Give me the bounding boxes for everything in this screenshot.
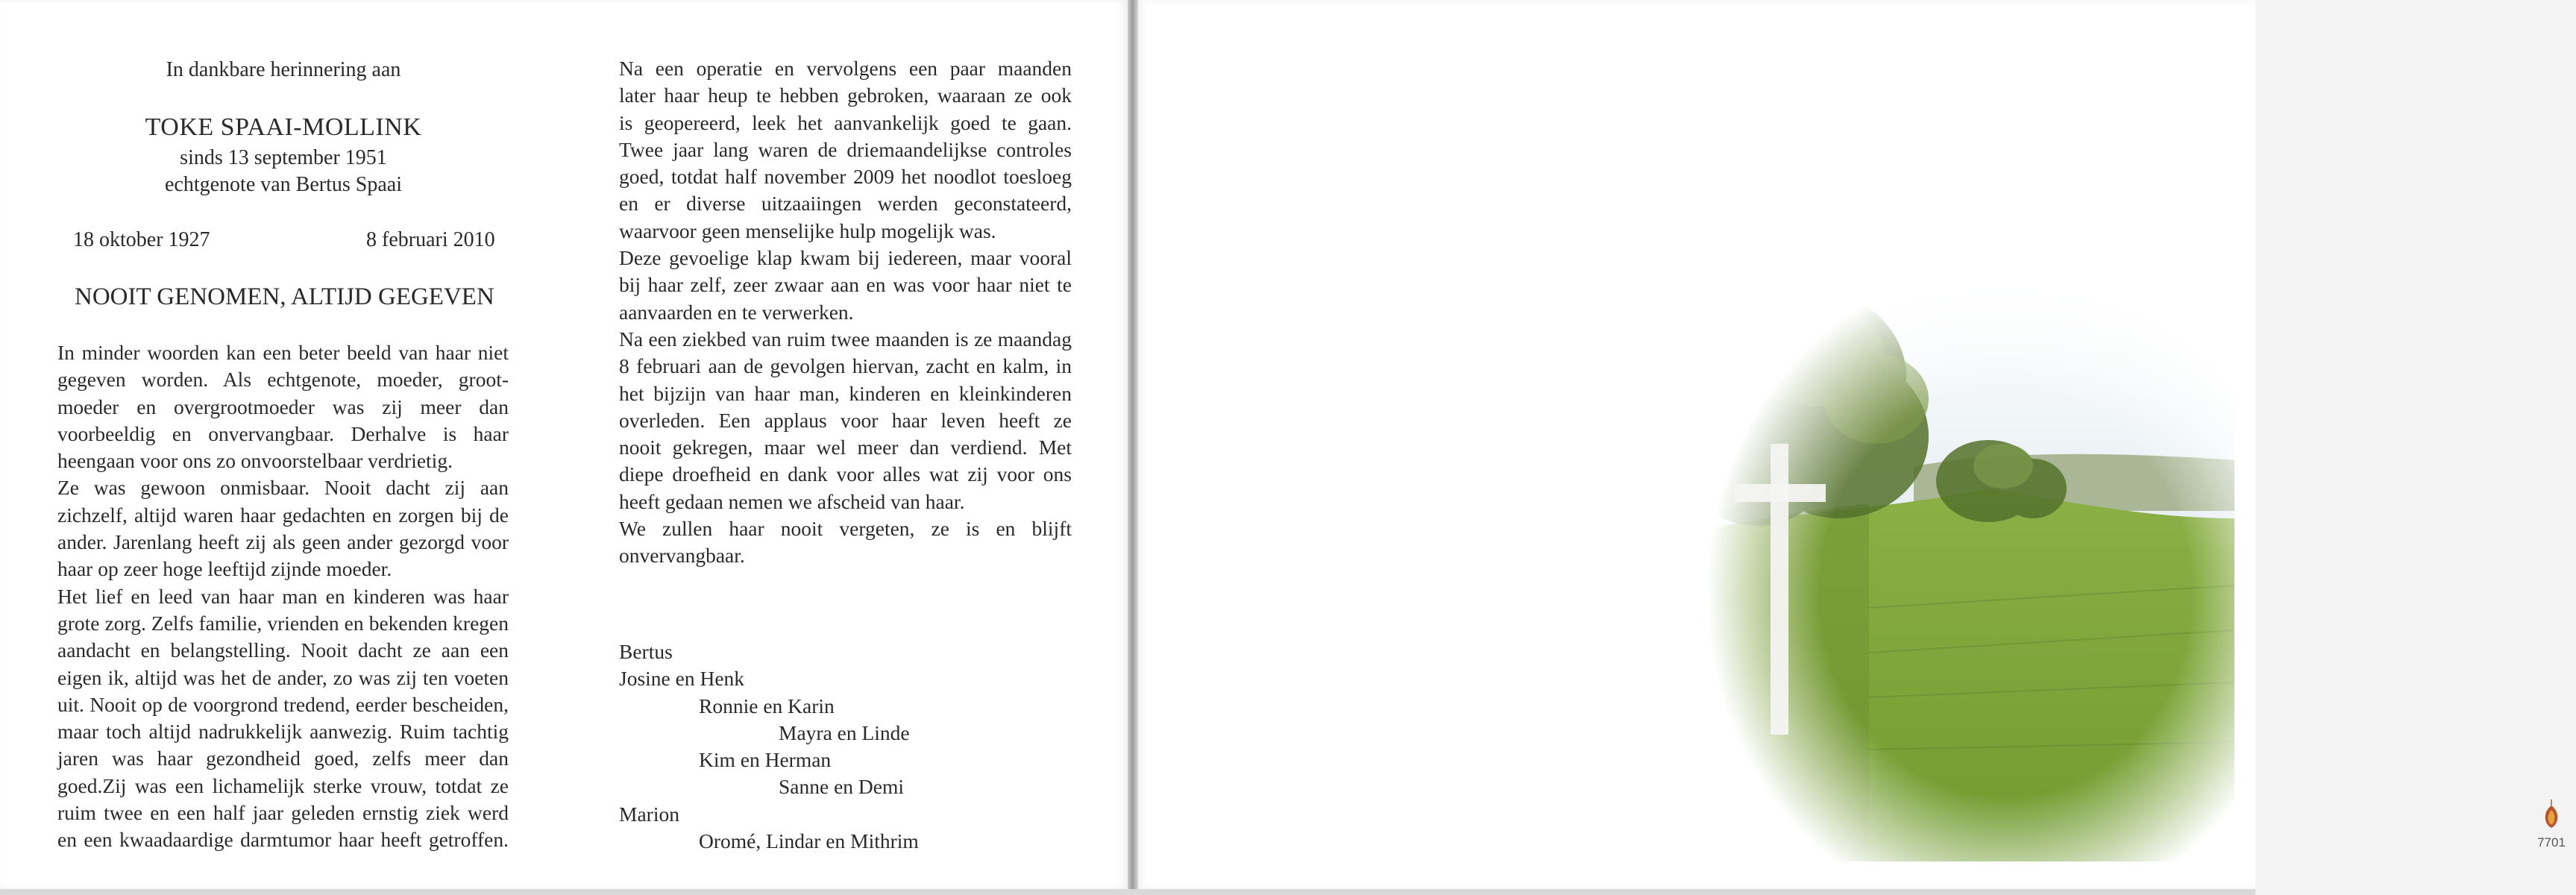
text-line: haar op zeer hoge leeftijd zijnde moeder. [57, 557, 392, 581]
text-line: eigen ik, altijd was het de ander, zo was zij ten voeten [57, 665, 509, 689]
text-line: We zullen haar nooit vergeten, ze is en blijft [619, 517, 1072, 541]
text-line: Twee jaar lang waren de driemaandelijkse controles [619, 137, 1072, 161]
memorial-text-right [619, 55, 1072, 570]
text-line: aanvaarden en te verwerken. [619, 300, 854, 324]
print-code: 7701 [2537, 835, 2566, 850]
text-line: overleden. Een applaus voor haar leven heeft ze [619, 408, 1072, 432]
text-line: ruim twee en een half jaar geleden ernstig ziek werd [57, 801, 509, 825]
text-line: nooit gekregen, maar wel meer dan verdiend. Met [619, 436, 1072, 459]
text-line: later haar heup te hebben gebroken, waaraan ze ook [619, 84, 1072, 107]
family-member: Marion [619, 802, 679, 826]
family-member: Mayra en Linde [779, 720, 910, 744]
text-line: maar toch altijd nadrukkelijk aanwezig. Ruim tachtig [57, 720, 509, 744]
family-member: Oromé, Lindar en Mithrim [699, 829, 919, 853]
family-member: Bertus [619, 640, 673, 663]
text-line: Deze gevoelige klap kwam bij iedereen, maar vooral [619, 246, 1072, 270]
text-line: grote zorg. Zelfs familie, vrienden en bekenden kregen [57, 611, 509, 635]
text-line: 8 februari aan de gevolgen hiervan, zacht en kalm, in [619, 354, 1072, 378]
text-line: en een kwaadaardige darmtumor haar heeft getroffen. [57, 828, 509, 852]
text-line: heengaan voor ons zo onvoorstelbaar verdrietig. [57, 449, 453, 473]
card-bottom-edge [0, 889, 2255, 895]
death-date: 8 februari 2010 [366, 228, 495, 251]
text-line: waarvoor geen menselijke hulp mogelijk was. [619, 219, 996, 242]
text-line: onvervangbaar. [619, 544, 745, 568]
text-line: het bijzijn van haar man, kinderen en kleinkinderen [619, 381, 1072, 405]
text-line: In minder woorden kan een beter beeld van haar niet [57, 341, 509, 364]
text-line: en er diverse uitzaaiingen werden geconstateerd, [619, 192, 1072, 216]
family-member: Sanne en Demi [779, 775, 905, 799]
birth-date: 18 oktober 1927 [73, 228, 210, 251]
text-line: heeft gedaan nemen we afscheid van haar. [619, 489, 965, 513]
text-line: Na een ziekbed van ruim twee maanden is ze maandag [619, 327, 1072, 351]
cross-landscape-photo [1690, 265, 2234, 861]
text-line: Na een operatie en vervolgens een paar maanden [619, 57, 1072, 80]
text-line: jaren was haar gezondheid goed, zelfs meer dan [57, 747, 509, 770]
memorial-text-left [57, 339, 509, 854]
text-line: gegeven worden. Als echtgenote, moeder, groot- [57, 368, 509, 392]
text-line: moeder en overgrootmoeder was zij meer dan [57, 395, 509, 418]
family-list [619, 638, 919, 855]
printer-logo-icon [2540, 798, 2563, 831]
marriage-date: sinds 13 september 1951 [180, 146, 387, 169]
text-line: uit. Nooit op de voorgrond tredend, eerder bescheiden, [57, 692, 509, 716]
deceased-name: TOKE SPAAI-MOLLINK [145, 113, 422, 141]
family-member: Josine en Henk [619, 667, 745, 691]
text-line: diepe droefheid en dank voor alles wat zij voor ons [619, 462, 1072, 486]
text-line: voorbeeldig en onvervangbaar. Derhalve is haar [57, 421, 509, 445]
text-line: Het lief en leed van haar man en kinderen was haar [57, 584, 509, 608]
motto: NOOIT GENOMEN, ALTIJD GEGEVEN [75, 283, 494, 310]
card-fold [1128, 0, 1138, 895]
text-line: goed, totdat half november 2009 het noodlot toesloeg [619, 165, 1072, 189]
intro-line: In dankbare herinnering aan [166, 58, 401, 81]
text-line: ander. Jarenlang heeft zij als geen ander gezorgd voor [57, 530, 509, 554]
text-line: bij haar zelf, zeer zwaar aan en was voor haar niet te [619, 273, 1072, 297]
text-line: zichzelf, altijd waren haar gedachten en zorgen bij de [57, 503, 509, 527]
family-member: Kim en Herman [699, 748, 832, 772]
text-line: aandacht en belangstelling. Nooit dacht ze aan een [57, 638, 509, 662]
inner-spread [0, 0, 1128, 889]
text-line: goed.Zij was een lichamelijk sterke vrouw, totdat ze [57, 773, 509, 797]
text-line: is geopereerd, leek het aanvankelijk goed te gaan. [619, 110, 1072, 134]
spouse-line: echtgenote van Bertus Spaai [164, 173, 402, 196]
text-line: Ze was gewoon onmisbaar. Nooit dacht zij aan [57, 476, 509, 500]
family-member: Ronnie en Karin [699, 694, 835, 717]
